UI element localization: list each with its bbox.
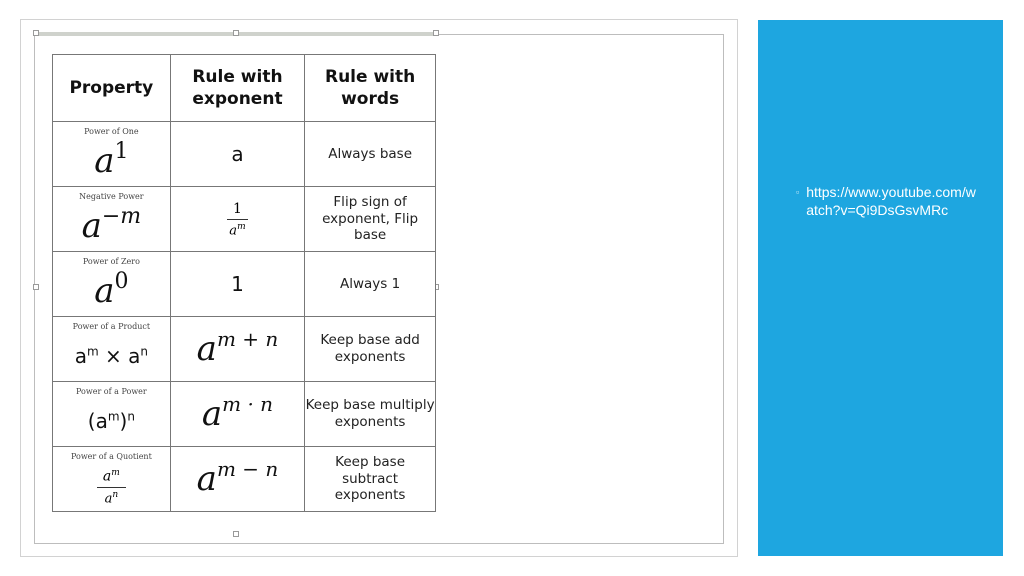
power-expression: $(a^m)^n$ <box>87 409 135 433</box>
rule-exponent-cell <box>170 187 304 252</box>
quotient-fraction: $\frac{a^m}{a^n}$ <box>97 468 126 506</box>
header-rule-words: Rule with words <box>305 55 436 122</box>
table-row <box>53 447 436 512</box>
resize-handle-top-left[interactable] <box>33 30 39 36</box>
prop-exponent: −m <box>101 204 142 229</box>
rule-base: a <box>201 394 223 434</box>
property-label: Power of One <box>84 127 139 136</box>
fraction <box>227 201 248 238</box>
prop-base: a <box>94 141 115 181</box>
property-cell <box>53 317 171 382</box>
header-rule-exponent: Rule with exponent <box>170 55 304 122</box>
rule-base: a <box>196 459 217 499</box>
rule-value: a <box>231 142 244 166</box>
bullet-list-item[interactable] <box>796 183 976 219</box>
prop-base: a <box>81 206 102 246</box>
table-row <box>53 382 436 447</box>
property-cell <box>53 187 171 252</box>
rule-exponent-cell <box>170 122 304 187</box>
youtube-link[interactable]: https://www.youtube.com/watch?v=Qi9DsGsvMRc <box>806 184 976 218</box>
rule-words-cell: Keep base add exponents <box>305 317 436 382</box>
rule-exponent: m · n <box>222 392 274 416</box>
table-header-row <box>53 55 436 122</box>
rule-words-cell: Always base <box>305 122 436 187</box>
rule-words-cell: Keep base multiply exponents <box>305 382 436 447</box>
property-label: Power of a Product <box>72 322 151 331</box>
prop-exponent: 0 <box>114 269 129 294</box>
property-label: Power of Zero <box>82 257 140 266</box>
property-cell <box>53 447 171 512</box>
header-property: Property <box>53 55 171 122</box>
property-label: Power of a Power <box>75 387 147 396</box>
side-panel <box>758 20 1003 556</box>
resize-handle-bottom[interactable] <box>233 531 239 537</box>
exponent-rules-table <box>52 54 436 512</box>
rule-exponent: m − n <box>216 457 279 481</box>
property-cell <box>53 122 171 187</box>
rule-exponent-cell <box>170 382 304 447</box>
rule-value: 1 <box>231 272 244 296</box>
prop-base: a <box>94 271 115 311</box>
property-label: Negative Power <box>79 192 144 201</box>
resize-handle-top-right[interactable] <box>433 30 439 36</box>
prop-exponent: 1 <box>114 139 129 164</box>
rule-exponent: m + n <box>216 327 279 351</box>
property-cell <box>53 382 171 447</box>
resize-handle-top[interactable] <box>233 30 239 36</box>
table-row <box>53 122 436 187</box>
rule-exponent-cell <box>170 447 304 512</box>
rule-words-cell: Keep base subtract exponents <box>305 447 436 512</box>
rule-exponent-cell <box>170 252 304 317</box>
property-cell <box>53 252 171 317</box>
table-row <box>53 317 436 382</box>
table-row <box>53 187 436 252</box>
property-label: Power of a Quotient <box>70 452 152 461</box>
exponent-rules-image[interactable] <box>36 36 436 534</box>
table-row <box>53 252 436 317</box>
fraction-numerator: 1 <box>227 201 248 220</box>
bullet-icon: ▫ <box>796 187 800 197</box>
fraction-denominator: $a^m$ <box>229 221 246 239</box>
rule-exponent-cell <box>170 317 304 382</box>
rule-base: a <box>196 329 217 369</box>
resize-handle-left[interactable] <box>33 284 39 290</box>
product-expression: $a^m \times a^n$ <box>74 344 149 368</box>
rule-words-cell: Flip sign of exponent, Flip base <box>305 187 436 252</box>
rule-words-cell: Always 1 <box>305 252 436 317</box>
